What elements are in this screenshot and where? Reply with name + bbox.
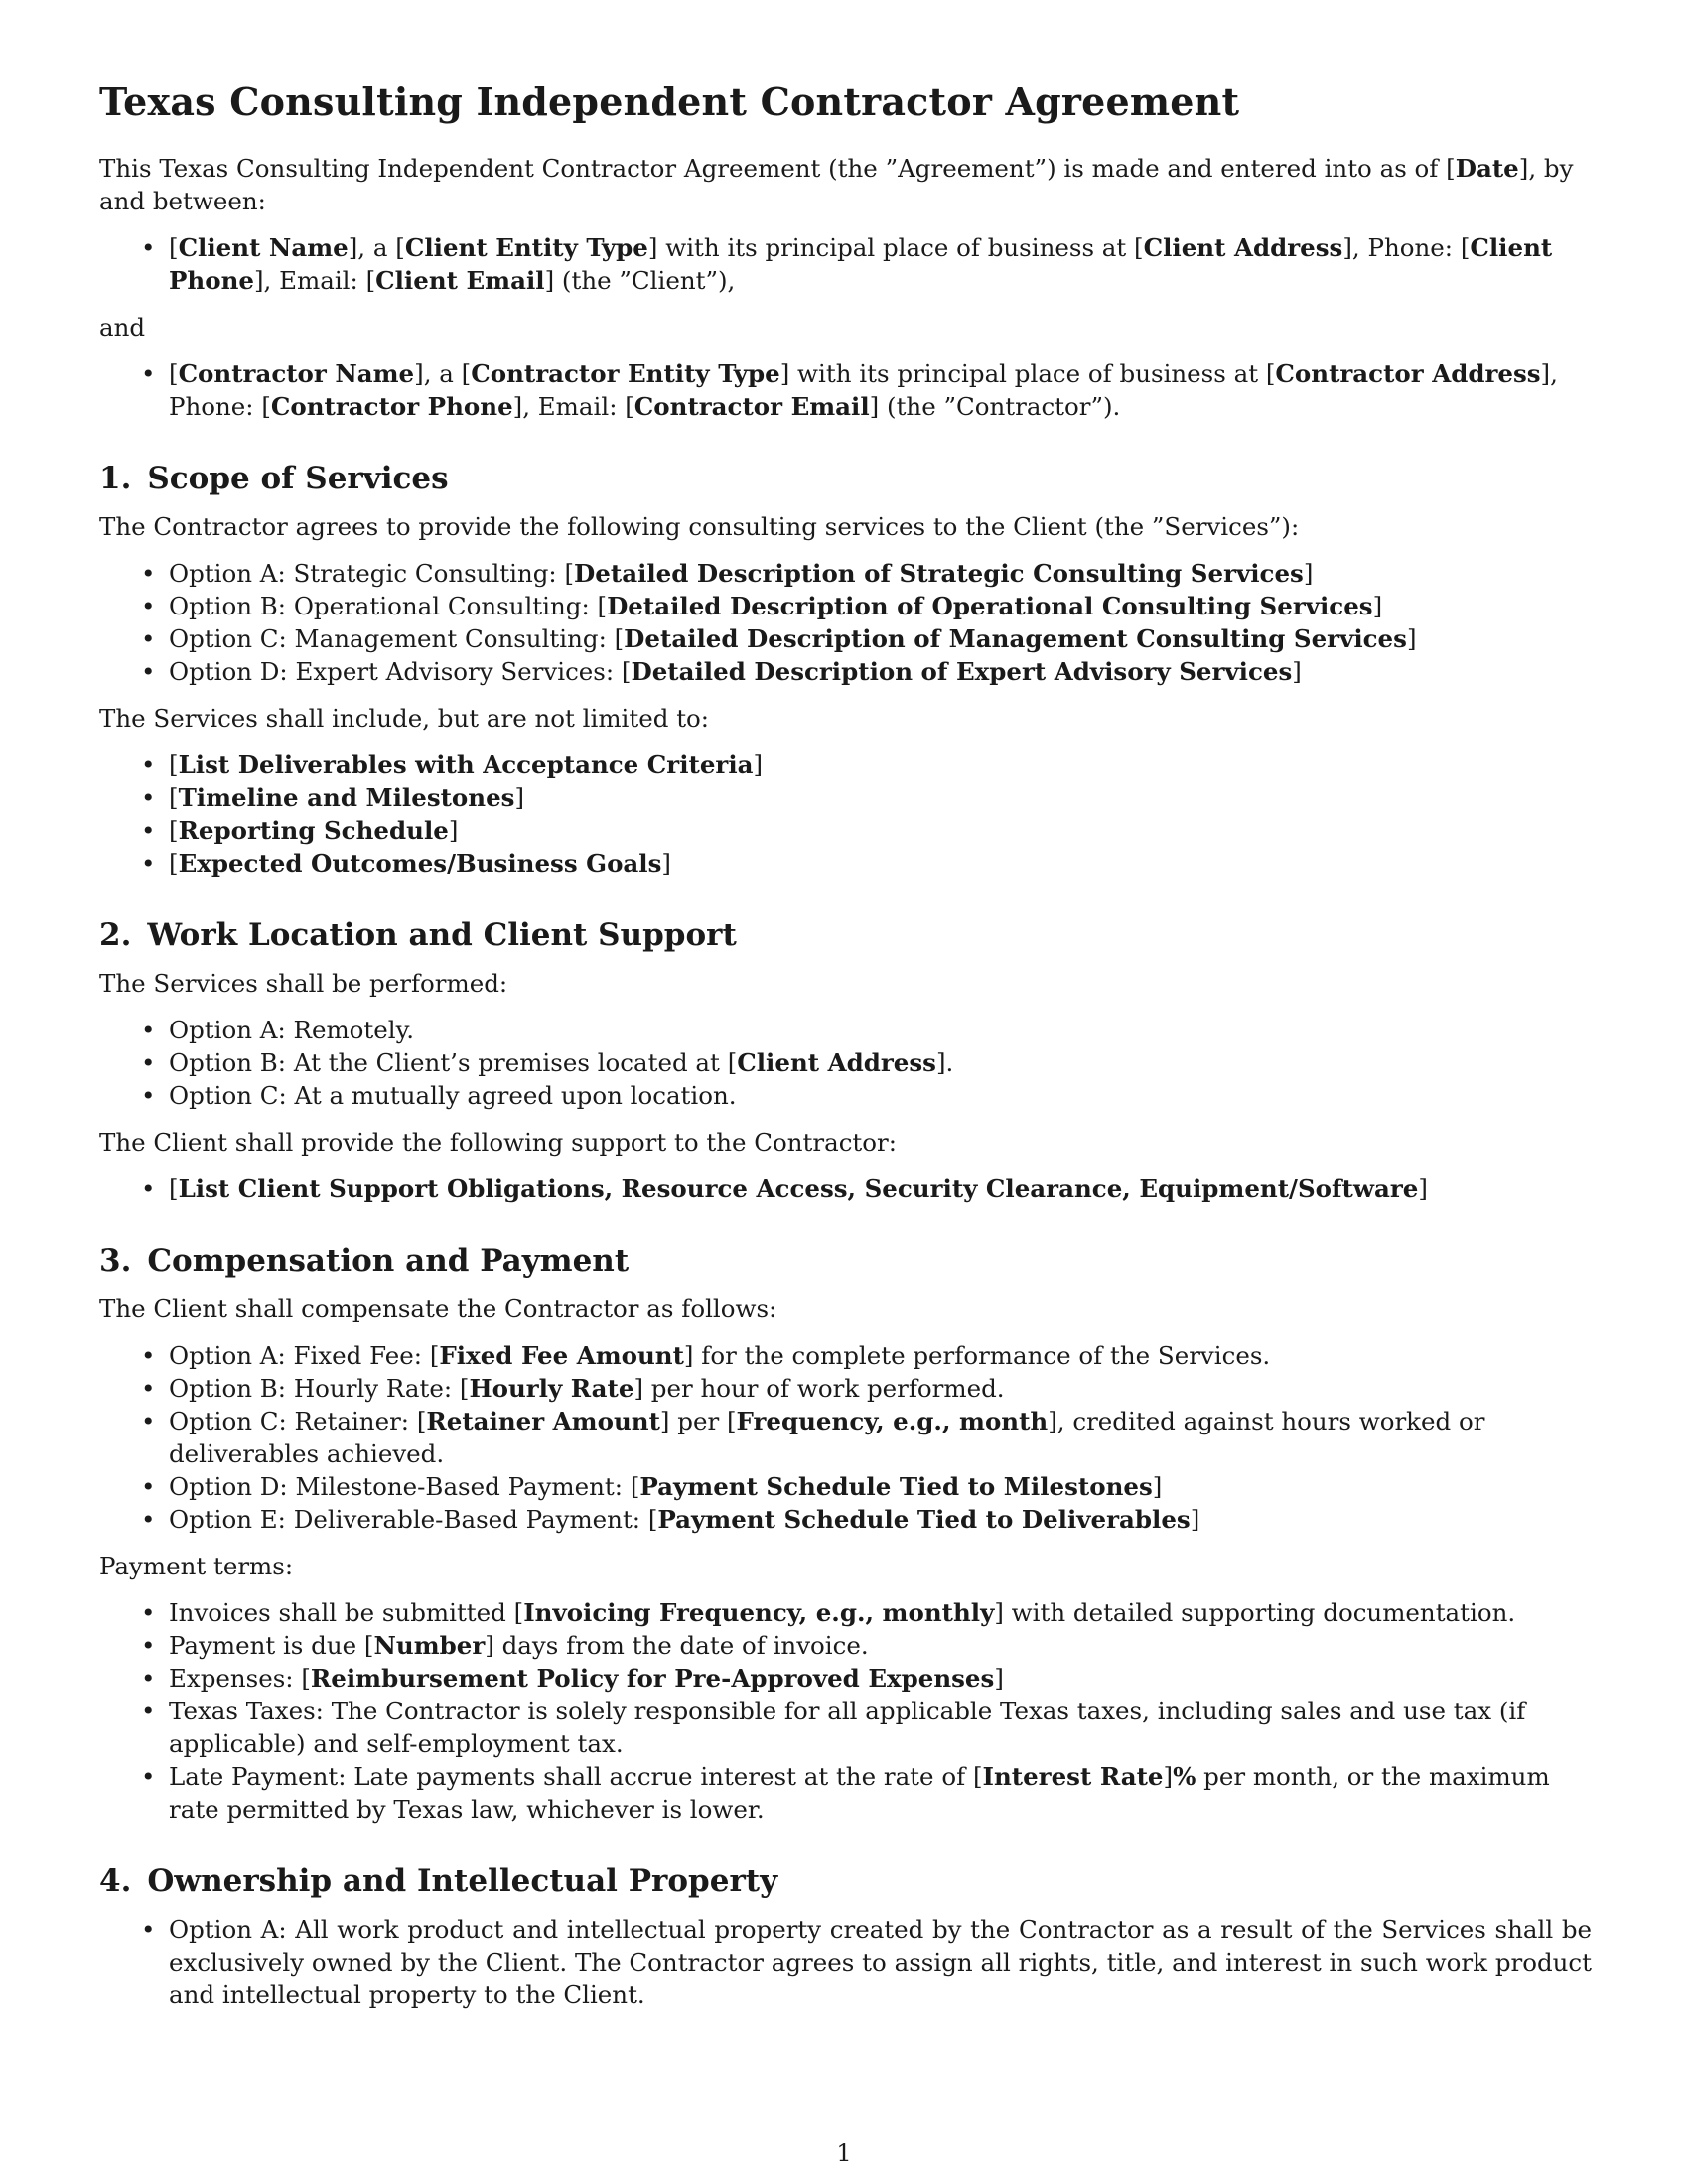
list-item: • Option D: Milestone-Based Payment: [Payment Schedule Tied to Milestones]: [99, 1470, 1592, 1503]
list-item: • Option A: Strategic Consulting: [Detailed Description of Strategic Consulting Services]: [99, 557, 1592, 590]
list-item: • Option B: At the Client’s premises located at [Client Address].: [99, 1046, 1592, 1079]
scope-options-list: [99, 557, 1592, 688]
section-1-include-lead: The Services shall include, but are not limited to:: [99, 704, 710, 733]
list-item: • Option B: Operational Consulting: [Detailed Description of Operational Consulting Services]: [99, 590, 1592, 622]
section-2-heading: 2. Work Location and Client Support: [99, 917, 737, 953]
list-item: • Option D: Expert Advisory Services: [Detailed Description of Expert Advisory Services]: [99, 655, 1592, 688]
list-item: • Option A: Fixed Fee: [Fixed Fee Amount] for the complete performance of the Services.: [99, 1339, 1592, 1372]
support-list: [99, 1172, 1592, 1205]
payment-terms-list: [99, 1596, 1592, 1826]
compensation-options-list: [99, 1339, 1592, 1536]
ownership-options-list: [99, 1913, 1592, 2011]
list-item: • Invoices shall be submitted [Invoicing Frequency, e.g., monthly] with detailed supporting documentation.: [99, 1596, 1592, 1629]
list-item: • [Expected Outcomes/Business Goals]: [99, 847, 1592, 880]
section-3-lead: The Client shall compensate the Contractor as follows:: [99, 1295, 777, 1323]
payment-terms-lead: Payment terms:: [99, 1552, 294, 1580]
scope-includes-list: [99, 749, 1592, 880]
list-item: • Payment is due [Number] days from the date of invoice.: [99, 1629, 1592, 1662]
section-2-support-lead: The Client shall provide the following support to the Contractor:: [99, 1128, 897, 1157]
list-item: • [Timeline and Milestones]: [99, 781, 1592, 814]
section-3-heading: 3. Compensation and Payment: [99, 1243, 630, 1279]
list-item: • Expenses: [Reimbursement Policy for Pre-Approved Expenses]: [99, 1662, 1592, 1695]
list-item: • [List Deliverables with Acceptance Criteria]: [99, 749, 1592, 781]
list-item: • Option A: Remotely.: [99, 1014, 1592, 1046]
section-1-heading: 1. Scope of Services: [99, 461, 449, 496]
client-party-list: [99, 231, 1592, 297]
list-item: • [Reporting Schedule]: [99, 814, 1592, 847]
client-party: • [Client Name], a [Client Entity Type] with its principal place of business at [Client Address], Phone: [Client Phone], Email: [Client Email] (the ”Client”),: [99, 231, 1592, 297]
list-item: • [List Client Support Obligations, Resource Access, Security Clearance, Equipment/Software]: [99, 1172, 1592, 1205]
section-4-heading: 4. Ownership and Intellectual Property: [99, 1863, 778, 1899]
list-item: • Option A: All work product and intellectual property created by the Contractor as a result of the Services shall be exclusively owned by the Client. The Contractor agrees to assign all rights, title, and interest in such work product and intellectual property to the Client.: [99, 1913, 1592, 2011]
location-options-list: [99, 1014, 1592, 1112]
list-item: • Option C: Retainer: [Retainer Amount] per [Frequency, e.g., month], credited against hours worked or deliverables achieved.: [99, 1405, 1592, 1470]
contractor-party-list: [99, 357, 1592, 423]
contractor-party: • [Contractor Name], a [Contractor Entity Type] with its principal place of business at [Contractor Address], Phone: [Contractor Phone], Email: [Contractor Email] (the ”Contractor”).: [99, 357, 1592, 423]
list-item: • Option B: Hourly Rate: [Hourly Rate] per hour of work performed.: [99, 1372, 1592, 1405]
date-field: Date: [1455, 154, 1519, 183]
document-title: Texas Consulting Independent Contractor Agreement: [99, 79, 1240, 124]
document-page: [99, 79, 1592, 2025]
list-item: • Option E: Deliverable-Based Payment: [Payment Schedule Tied to Deliverables]: [99, 1503, 1592, 1536]
section-1-lead: The Contractor agrees to provide the following consulting services to the Client (the ”Services”):: [99, 512, 1300, 541]
and-connector: and: [99, 313, 146, 341]
intro-paragraph: This Texas Consulting Independent Contractor Agreement (the ”Agreement”) is made and entered into as of [Date], by and between:: [99, 154, 1574, 215]
list-item: • Late Payment: Late payments shall accrue interest at the rate of [Interest Rate]% per month, or the maximum rate permitted by Texas law, whichever is lower.: [99, 1760, 1592, 1826]
page-number: 1: [836, 2139, 852, 2167]
list-item: • Texas Taxes: The Contractor is solely responsible for all applicable Texas taxes, including sales and use tax (if applicable) and self-employment tax.: [99, 1695, 1592, 1760]
section-2-lead: The Services shall be performed:: [99, 969, 508, 998]
list-item: • Option C: Management Consulting: [Detailed Description of Management Consulting Services]: [99, 622, 1592, 655]
list-item: • Option C: At a mutually agreed upon location.: [99, 1079, 1592, 1112]
